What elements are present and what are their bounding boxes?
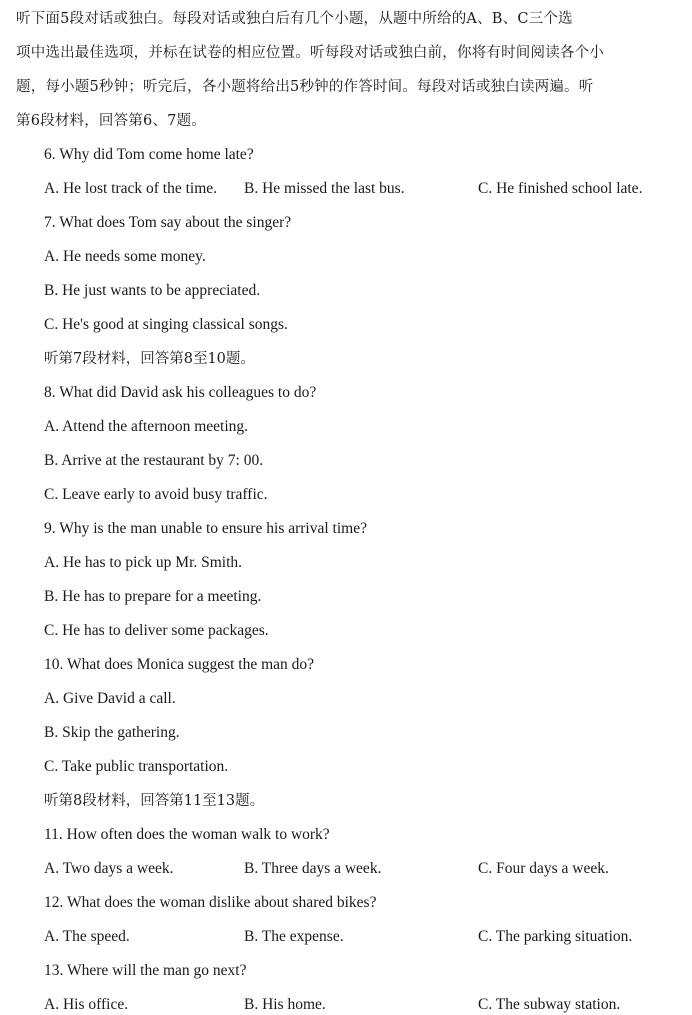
question-9-option-b: B. He has to prepare for a meeting. [44,588,262,605]
question-13: 13. Where will the man go next? [44,962,247,979]
instructions-line-3: 题，每小题5秒钟；听完后，各小题将给出5秒钟的作答时间。每段对话或独白读两遍。听 [16,79,594,95]
question-11-option-a: A. Two days a week. [44,860,174,877]
question-9-option-c: C. He has to deliver some packages. [44,622,269,639]
instructions-line-4: 第6段材料，回答第6、7题。 [16,113,206,129]
question-12-option-a: A. The speed. [44,928,130,945]
question-10-option-b: B. Skip the gathering. [44,724,180,741]
question-11-option-c: C. Four days a week. [478,860,609,877]
question-7-option-b: B. He just wants to be appreciated. [44,282,261,299]
question-7-option-c: C. He's good at singing classical songs. [44,316,288,333]
question-10-option-a: A. Give David a call. [44,690,176,707]
section-7-heading: 听第7段材料，回答第8至10题。 [44,351,255,367]
question-12-option-b: B. The expense. [244,928,344,945]
question-6-option-c: C. He finished school late. [478,180,643,197]
question-6-option-b: B. He missed the last bus. [244,180,405,197]
question-12: 12. What does the woman dislike about shared bikes? [44,894,377,911]
question-6: 6. Why did Tom come home late? [44,146,254,163]
question-10-option-c: C. Take public transportation. [44,758,229,775]
question-13-option-b: B. His home. [244,996,326,1013]
question-6-option-a: A. He lost track of the time. [44,180,218,197]
question-10: 10. What does Monica suggest the man do? [44,656,315,673]
question-8-option-c: C. Leave early to avoid busy traffic. [44,486,268,503]
question-9: 9. Why is the man unable to ensure his arrival time? [44,520,367,537]
question-8-option-a: A. Attend the afternoon meeting. [44,418,249,435]
question-11-option-b: B. Three days a week. [244,860,382,877]
instructions-line-2: 项中选出最佳选项，并标在试卷的相应位置。听每段对话或独白前，你将有时间阅读各个小 [16,45,604,61]
question-8: 8. What did David ask his colleagues to do? [44,384,317,401]
question-11: 11. How often does the woman walk to work? [44,826,330,843]
question-13-option-a: A. His office. [44,996,129,1013]
instructions-line-1: 听下面5段对话或独白。每段对话或独白后有几个小题，从题中所给的A、B、C三个选 [16,11,573,27]
question-8-option-b: B. Arrive at the restaurant by 7: 00. [44,452,264,469]
question-13-option-c: C. The subway station. [478,996,621,1013]
question-7-option-a: A. He needs some money. [44,248,206,265]
question-7: 7. What does Tom say about the singer? [44,214,292,231]
question-12-option-c: C. The parking situation. [478,928,633,945]
section-8-heading: 听第8段材料，回答第11至13题。 [44,793,265,809]
question-9-option-a: A. He has to pick up Mr. Smith. [44,554,243,571]
